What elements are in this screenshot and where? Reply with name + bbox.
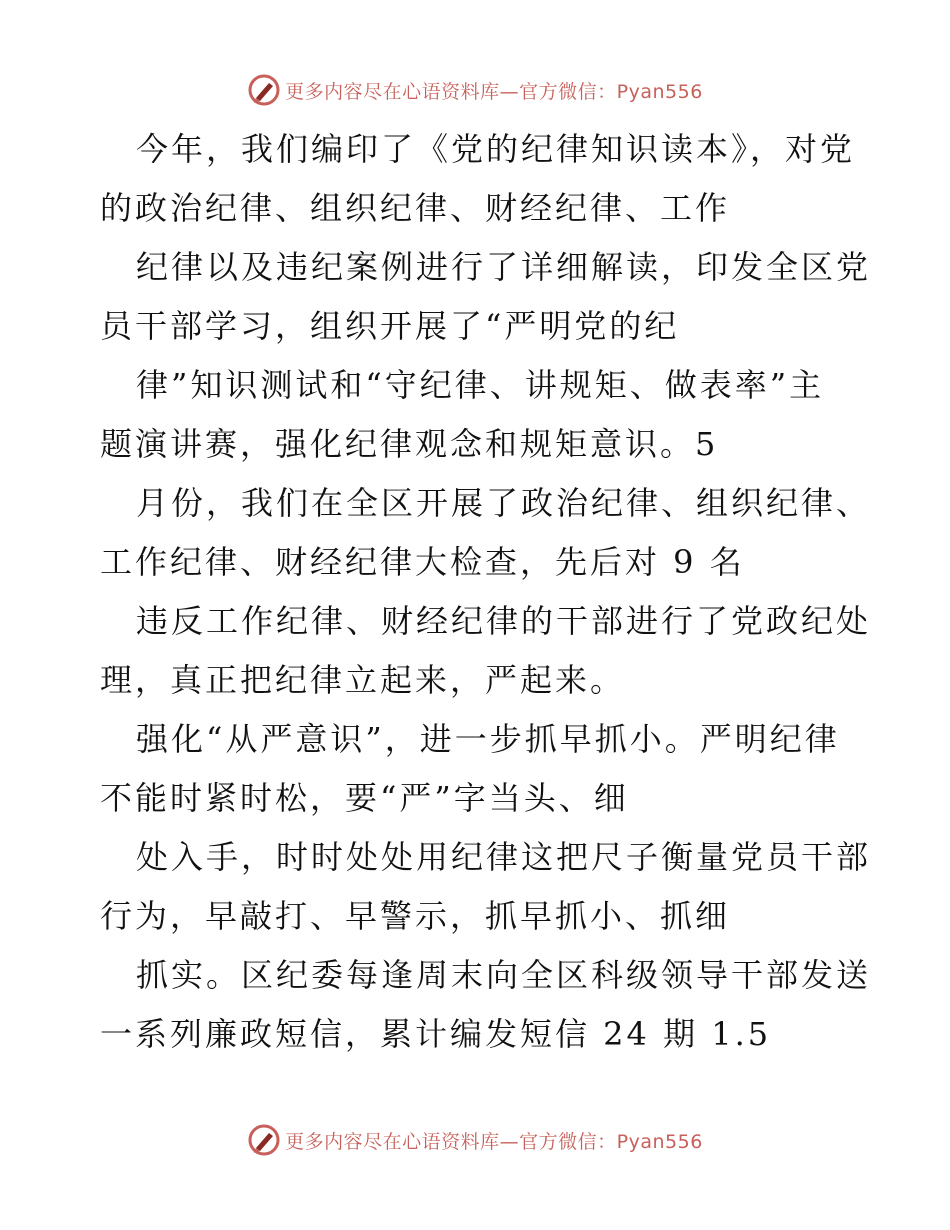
text-line: 纪律以及违纪案例进行了详细解读，印发全区党 <box>136 248 872 286</box>
watermark-text: 更多内容尽在心语资料库—官方微信：Pyan556 <box>285 1130 703 1153</box>
text-line: 一系列廉政短信，累计编发短信 24 期 1.5 <box>100 1015 772 1053</box>
text-line: 不能时紧时松，要“严”字当头、细 <box>100 779 629 817</box>
text-line: 律”知识测试和“守纪律、讲规矩、做表率”主 <box>136 366 825 404</box>
text-line: 员干部学习，组织开展了“严明党的纪 <box>100 307 680 345</box>
text-line: 强化“从严意识”，进一步抓早抓小。严明纪律 <box>136 720 840 758</box>
text-line: 处入手，时时处处用纪律这把尺子衡量党员干部 <box>136 838 872 876</box>
footer-watermark <box>0 1120 950 1160</box>
text-line: 月份，我们在全区开展了政治纪律、组织纪律、 <box>136 484 872 522</box>
header-watermark <box>0 70 950 110</box>
text-line: 题演讲赛，强化纪律观念和规矩意识。5 <box>100 425 719 463</box>
text-line: 行为，早敲打、早警示，抓早抓小、抓细 <box>100 897 731 935</box>
text-line: 的政治纪律、组织纪律、财经纪律、工作 <box>100 189 731 227</box>
watermark-text: 更多内容尽在心语资料库—官方微信：Pyan556 <box>285 80 703 103</box>
pen-logo-icon <box>247 1123 281 1157</box>
document-body <box>100 120 872 1064</box>
text-line: 违反工作纪律、财经纪律的干部进行了党政纪处 <box>136 602 872 640</box>
text-line: 抓实。区纪委每逢周末向全区科级领导干部发送 <box>136 956 872 994</box>
text-line: 今年，我们编印了《党的纪律知识读本》，对党 <box>136 130 856 168</box>
text-line: 理，真正把纪律立起来，严起来。 <box>100 661 626 699</box>
text-line: 工作纪律、财经纪律大检查，先后对 9 名 <box>100 543 745 581</box>
pen-logo-icon <box>247 73 281 107</box>
